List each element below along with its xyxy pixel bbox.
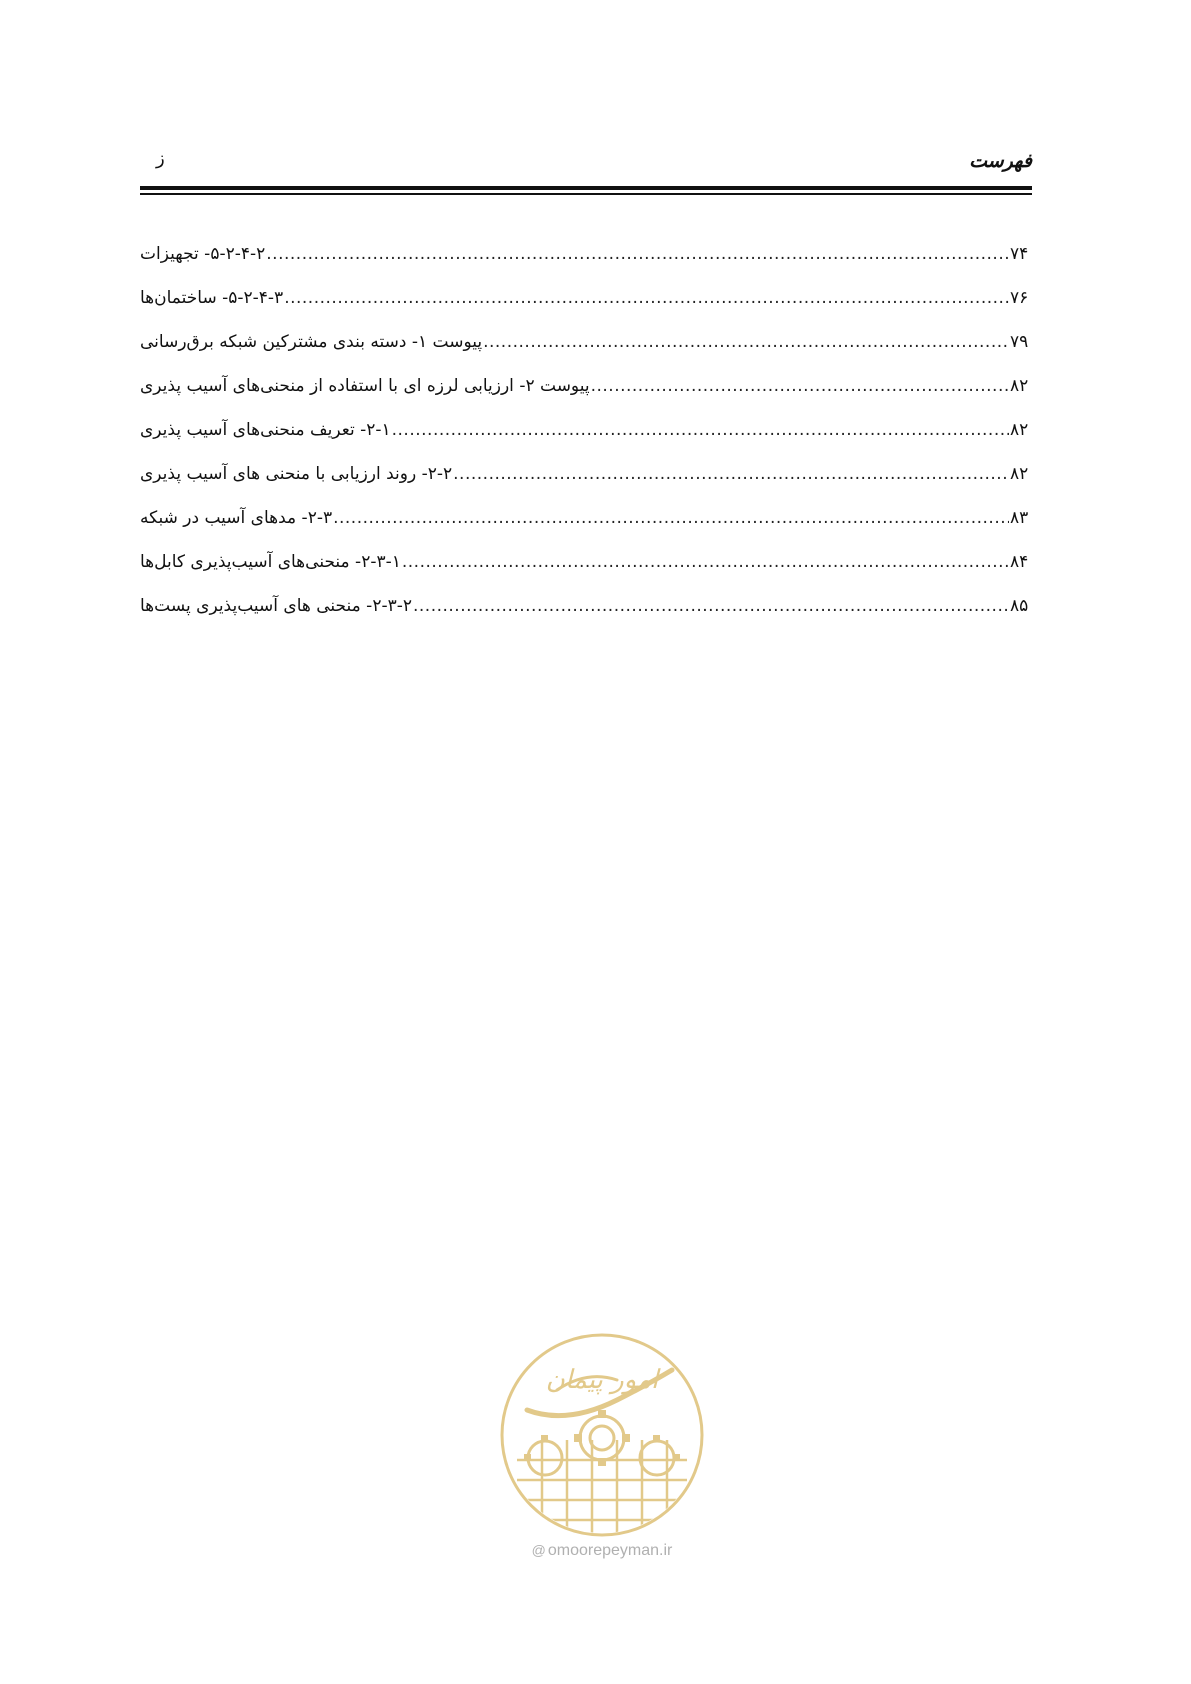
toc-entry[interactable] [140,320,1032,364]
toc-entry-title: ۲-۳-۲- منحنی های آسیب‌پذیری پست‌ها [140,596,412,616]
toc-entry-page: ۸۵ [1010,596,1029,616]
header-rule-thin [140,193,1032,195]
toc-leader-dots [392,408,1009,452]
toc-entry[interactable] [140,540,1032,584]
toc-entry[interactable] [140,452,1032,496]
header-page-number: ز [156,148,165,169]
watermark-url: @ omoorepeyman.ir [531,1542,673,1559]
toc-entry-title: پیوست ۲- ارزیابی لرزه ای با استفاده از منحنی‌های آسیب پذیری [140,376,590,396]
toc-entry-page: ۸۲ [1010,376,1029,396]
toc-entry-page: ۸۲ [1010,464,1029,484]
logo-emblem-icon [497,1330,707,1540]
toc-leader-dots [266,232,1009,276]
toc-entry[interactable] [140,232,1032,276]
toc-entry-title: پیوست ۱- دسته بندی مشترکین شبکه برق‌رسانی [140,332,483,352]
toc-leader-dots [333,496,1009,540]
toc-entry[interactable] [140,364,1032,408]
toc-entry[interactable] [140,408,1032,452]
globe-icon: @ [531,1542,546,1558]
toc-entry[interactable] [140,496,1032,540]
header-rule-thick [140,186,1032,190]
header-title: فهرست [969,150,1032,172]
toc-entry-title: ۲-۳- مدهای آسیب در شبکه [140,508,333,528]
toc-entry-page: ۸۴ [1010,552,1029,572]
toc-entry-title: ۲-۳-۱- منحنی‌های آسیب‌پذیری کابل‌ها [140,552,401,572]
toc-leader-dots [402,540,1009,584]
watermark-logo [497,1330,707,1575]
toc-leader-dots [483,320,1009,364]
toc-entry[interactable] [140,584,1032,628]
toc-entry-title: ۵-۲-۴-۲- تجهیزات [140,244,266,264]
toc-entry-title: ۵-۲-۴-۳- ساختمان‌ها [140,288,284,308]
toc-entry-page: ۷۶ [1010,288,1029,308]
toc-leader-dots [413,584,1009,628]
toc-entry-page: ۸۳ [1010,508,1029,528]
toc-entry-title: ۲-۲- روند ارزیابی با منحنی های آسیب پذیری [140,464,453,484]
toc-entry-page: ۸۲ [1010,420,1029,440]
page-header [140,140,1032,190]
logo-text: امور پیمان [545,1365,659,1395]
toc-leader-dots [453,452,1009,496]
toc-entry-page: ۷۹ [1010,332,1029,352]
toc-entry-title: ۲-۱- تعریف منحنی‌های آسیب پذیری [140,420,391,440]
toc-entry-page: ۷۴ [1010,244,1029,264]
toc-entry[interactable] [140,276,1032,320]
toc-leader-dots [591,364,1009,408]
toc-leader-dots [284,276,1009,320]
table-of-contents [140,232,1032,628]
